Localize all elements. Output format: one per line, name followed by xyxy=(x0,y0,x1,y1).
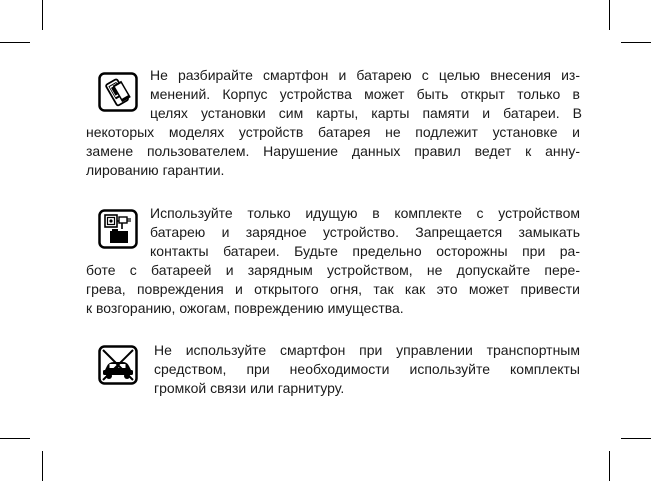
section-2-line: контакты батареи. Будьте предельно осторожны при ра- xyxy=(150,243,580,259)
warning-section-battery xyxy=(86,204,580,318)
crop-mark-top-left-vertical xyxy=(42,0,43,30)
crop-mark-top-left-horizontal xyxy=(0,42,30,43)
section-2-line: грева, повреждения и открытого огня, так как это может привести xyxy=(86,281,580,297)
crop-mark-bottom-left-horizontal xyxy=(0,438,30,439)
crop-mark-bottom-right-vertical xyxy=(609,451,610,481)
section-1-line: целях установки сим карты, карты памяти и батареи. В xyxy=(150,105,582,121)
no-phone-while-driving-icon xyxy=(98,345,138,385)
section-2-line: батарею и зарядное устройство. Запрещается замыкать xyxy=(150,224,580,240)
section-1-line: лированию гарантии. xyxy=(86,162,225,178)
section-1-text xyxy=(86,66,582,180)
section-2-line: к возгоранию, ожогам, повреждению имущества. xyxy=(86,300,404,316)
section-2-line: Используйте только идущую в комплекте с устройством xyxy=(150,205,580,221)
crop-mark-top-right-horizontal xyxy=(621,42,651,43)
section-3-line: Не используйте смартфон при управлении транспортным xyxy=(154,342,580,358)
crop-mark-bottom-right-horizontal xyxy=(621,438,651,439)
crop-mark-bottom-left-vertical xyxy=(42,451,43,481)
crop-mark-top-right-vertical xyxy=(609,0,610,30)
section-3-line: громкой связи или гарнитуру. xyxy=(154,380,345,396)
section-1-line: Не разбирайте смартфон и батарею с целью внесения из- xyxy=(150,67,580,83)
battery-charger-icon xyxy=(98,209,138,249)
section-2-text xyxy=(86,204,580,318)
warning-section-driving xyxy=(98,341,580,398)
section-1-line: менений. Корпус устройства может быть открыт только в xyxy=(150,86,580,102)
section-1-line: некоторых моделях устройств батарея не подлежит установке и xyxy=(86,124,580,140)
disassembly-warning-icon xyxy=(98,72,138,112)
warning-section-disassembly xyxy=(86,66,582,180)
section-1-line: замене пользователем. Нарушение данных правил ведет к анну- xyxy=(86,143,580,159)
section-2-line: боте с батареей и зарядным устройством, не допускайте пере- xyxy=(86,262,580,278)
section-3-text xyxy=(98,341,580,398)
section-3-line: средством, при необходимости используйте комплекты xyxy=(154,361,580,377)
